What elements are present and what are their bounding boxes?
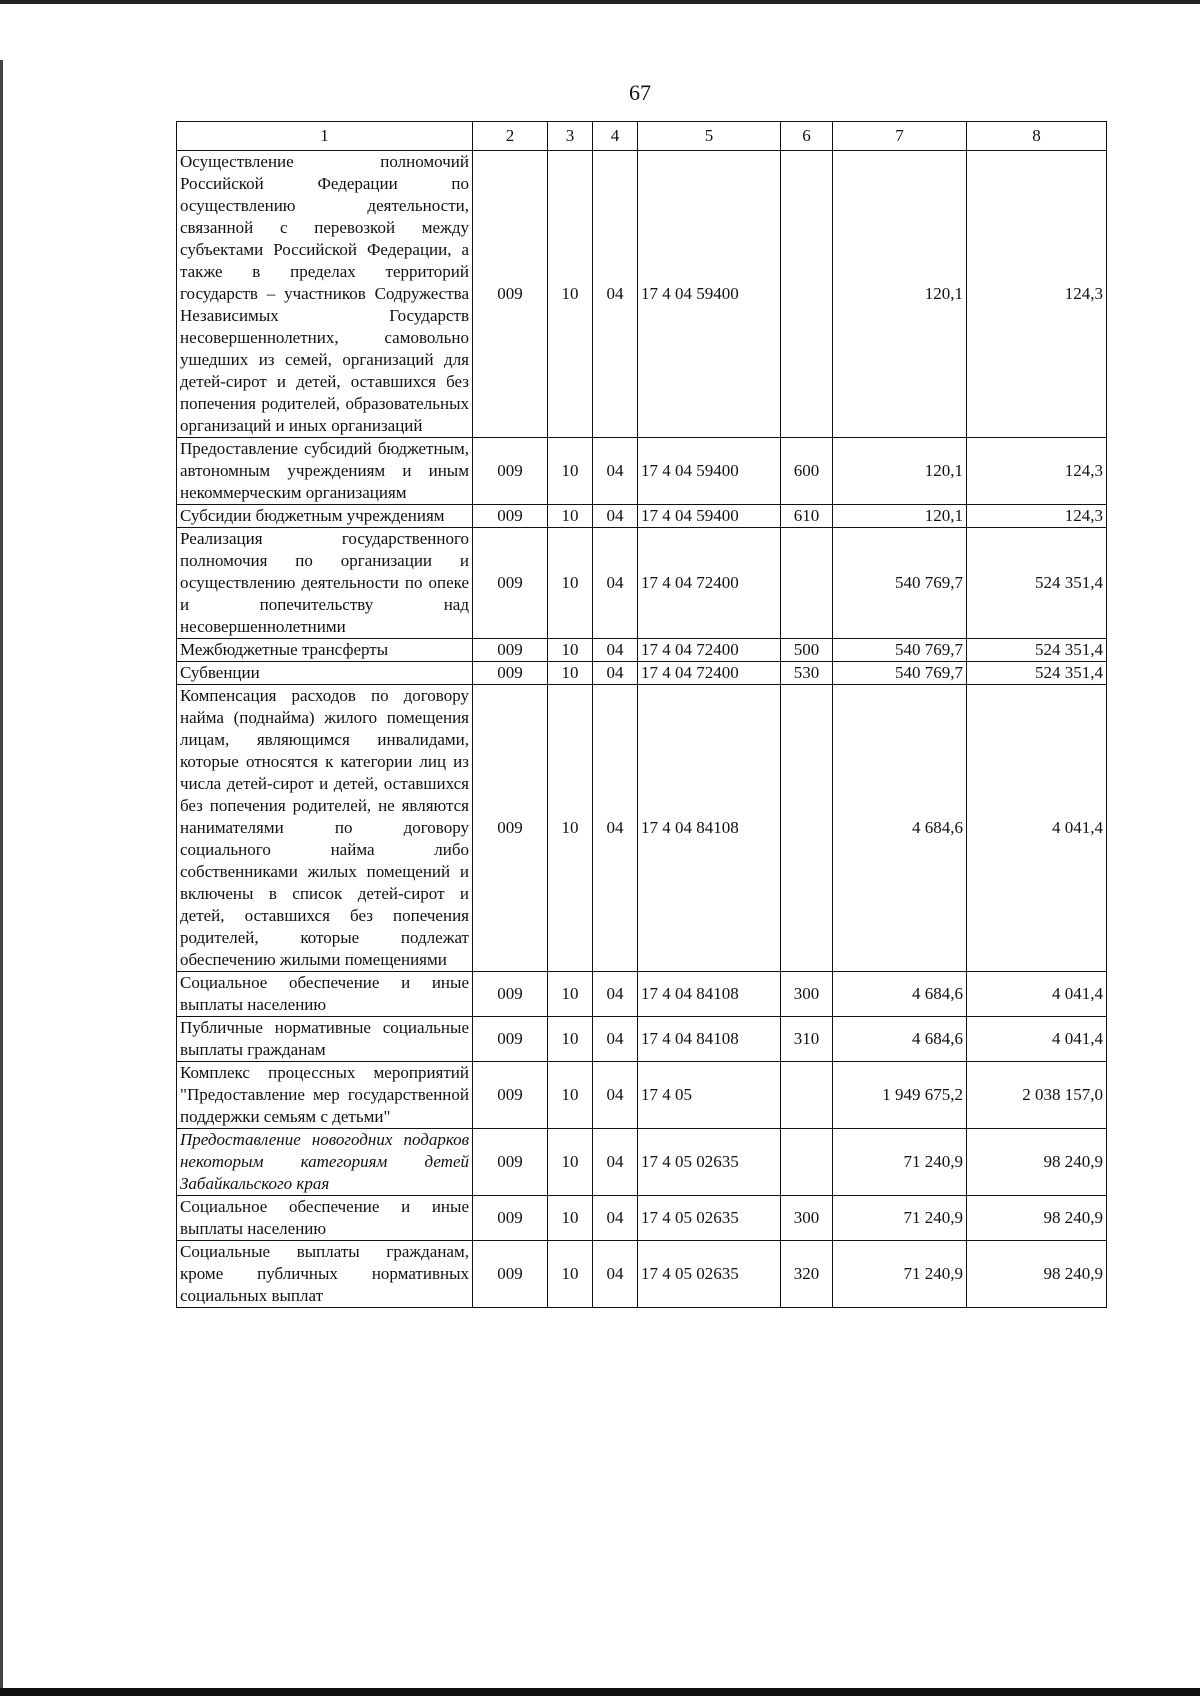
sum-year-1: 4 684,6 <box>833 1017 967 1062</box>
subsection-code: 04 <box>593 1196 638 1241</box>
target-code: 17 4 04 59400 <box>638 438 781 505</box>
table-row <box>177 1017 1107 1062</box>
sum-year-2: 124,3 <box>967 151 1107 438</box>
subsection-code: 04 <box>593 685 638 972</box>
ministry-code: 009 <box>473 662 548 685</box>
row-description: Социальное обеспечение и иные выплаты населению <box>177 1196 473 1241</box>
row-description: Осуществление полномочий Российской Федерации по осуществлению деятельности, связанной с перевозкой между субъектами Российской Федерации, а также в пределах территорий государств – участников Содружества Независимых Государств несовершеннолетних, самовольно ушедших из семей, организаций для детей-сирот и детей, оставшихся без попечения родителей, образовательных организаций и иных организаций <box>177 151 473 438</box>
scan-edge-top <box>0 0 1200 4</box>
table-row <box>177 685 1107 972</box>
row-description: Социальные выплаты гражданам, кроме публичных нормативных социальных выплат <box>177 1241 473 1308</box>
scan-edge-left <box>0 60 3 1690</box>
ministry-code: 009 <box>473 528 548 639</box>
sum-year-2: 2 038 157,0 <box>967 1062 1107 1129</box>
subsection-code: 04 <box>593 151 638 438</box>
subsection-code: 04 <box>593 438 638 505</box>
table-row <box>177 639 1107 662</box>
table-row <box>177 1062 1107 1129</box>
row-description: Предоставление новогодних подарков некоторым категориям детей Забайкальского края <box>177 1129 473 1196</box>
sum-year-2: 98 240,9 <box>967 1129 1107 1196</box>
section-code: 10 <box>548 1241 593 1308</box>
table-row <box>177 662 1107 685</box>
section-code: 10 <box>548 1129 593 1196</box>
column-header: 7 <box>833 122 967 151</box>
expense-type-code <box>781 528 833 639</box>
section-code: 10 <box>548 151 593 438</box>
target-code: 17 4 04 84108 <box>638 1017 781 1062</box>
expense-type-code: 530 <box>781 662 833 685</box>
sum-year-1: 1 949 675,2 <box>833 1062 967 1129</box>
expense-type-code: 500 <box>781 639 833 662</box>
section-code: 10 <box>548 662 593 685</box>
ministry-code: 009 <box>473 1129 548 1196</box>
section-code: 10 <box>548 685 593 972</box>
sum-year-1: 4 684,6 <box>833 972 967 1017</box>
target-code: 17 4 05 02635 <box>638 1196 781 1241</box>
subsection-code: 04 <box>593 505 638 528</box>
sum-year-2: 4 041,4 <box>967 1017 1107 1062</box>
target-code: 17 4 04 84108 <box>638 685 781 972</box>
sum-year-2: 524 351,4 <box>967 662 1107 685</box>
table-row <box>177 151 1107 438</box>
table-row <box>177 528 1107 639</box>
page-number: 67 <box>629 80 651 105</box>
sum-year-1: 120,1 <box>833 151 967 438</box>
expense-type-code: 320 <box>781 1241 833 1308</box>
column-header: 8 <box>967 122 1107 151</box>
sum-year-1: 71 240,9 <box>833 1196 967 1241</box>
sum-year-1: 4 684,6 <box>833 685 967 972</box>
sum-year-1: 120,1 <box>833 438 967 505</box>
row-description: Субвенции <box>177 662 473 685</box>
ministry-code: 009 <box>473 1017 548 1062</box>
sum-year-2: 524 351,4 <box>967 639 1107 662</box>
table-row <box>177 972 1107 1017</box>
ministry-code: 009 <box>473 505 548 528</box>
target-code: 17 4 04 59400 <box>638 151 781 438</box>
ministry-code: 009 <box>473 1196 548 1241</box>
row-description: Публичные нормативные социальные выплаты гражданам <box>177 1017 473 1062</box>
row-description: Субсидии бюджетным учреждениям <box>177 505 473 528</box>
expense-type-code: 300 <box>781 1196 833 1241</box>
sum-year-2: 98 240,9 <box>967 1241 1107 1308</box>
sum-year-1: 71 240,9 <box>833 1241 967 1308</box>
ministry-code: 009 <box>473 438 548 505</box>
subsection-code: 04 <box>593 528 638 639</box>
target-code: 17 4 04 72400 <box>638 662 781 685</box>
subsection-code: 04 <box>593 1017 638 1062</box>
subsection-code: 04 <box>593 972 638 1017</box>
target-code: 17 4 04 84108 <box>638 972 781 1017</box>
section-code: 10 <box>548 528 593 639</box>
table-row <box>177 1241 1107 1308</box>
row-description: Реализация государственного полномочия по организации и осуществлению деятельности по опеке и попечительству над несовершеннолетними <box>177 528 473 639</box>
section-code: 10 <box>548 505 593 528</box>
target-code: 17 4 05 02635 <box>638 1129 781 1196</box>
sum-year-2: 124,3 <box>967 505 1107 528</box>
sum-year-1: 540 769,7 <box>833 662 967 685</box>
subsection-code: 04 <box>593 1241 638 1308</box>
expense-type-code <box>781 685 833 972</box>
ministry-code: 009 <box>473 639 548 662</box>
expense-type-code <box>781 1062 833 1129</box>
section-code: 10 <box>548 1017 593 1062</box>
row-description: Межбюджетные трансферты <box>177 639 473 662</box>
table-row <box>177 1196 1107 1241</box>
sum-year-2: 4 041,4 <box>967 972 1107 1017</box>
sum-year-2: 98 240,9 <box>967 1196 1107 1241</box>
column-header: 6 <box>781 122 833 151</box>
table-row <box>177 438 1107 505</box>
section-code: 10 <box>548 1196 593 1241</box>
expense-type-code: 310 <box>781 1017 833 1062</box>
target-code: 17 4 04 59400 <box>638 505 781 528</box>
header-row <box>177 122 1107 151</box>
sum-year-2: 124,3 <box>967 438 1107 505</box>
expense-type-code <box>781 1129 833 1196</box>
row-description: Социальное обеспечение и иные выплаты населению <box>177 972 473 1017</box>
expense-type-code: 600 <box>781 438 833 505</box>
scan-edge-bottom <box>0 1688 1200 1696</box>
subsection-code: 04 <box>593 662 638 685</box>
ministry-code: 009 <box>473 1062 548 1129</box>
expense-type-code <box>781 151 833 438</box>
section-code: 10 <box>548 639 593 662</box>
section-code: 10 <box>548 438 593 505</box>
column-header: 2 <box>473 122 548 151</box>
column-header: 3 <box>548 122 593 151</box>
column-header: 4 <box>593 122 638 151</box>
sum-year-2: 4 041,4 <box>967 685 1107 972</box>
expense-type-code: 300 <box>781 972 833 1017</box>
sum-year-1: 120,1 <box>833 505 967 528</box>
target-code: 17 4 04 72400 <box>638 639 781 662</box>
ministry-code: 009 <box>473 1241 548 1308</box>
target-code: 17 4 04 72400 <box>638 528 781 639</box>
sum-year-1: 71 240,9 <box>833 1129 967 1196</box>
row-description: Комплекс процессных мероприятий "Предоставление мер государственной поддержки семьям с детьми" <box>177 1062 473 1129</box>
ministry-code: 009 <box>473 972 548 1017</box>
target-code: 17 4 05 <box>638 1062 781 1129</box>
subsection-code: 04 <box>593 1062 638 1129</box>
subsection-code: 04 <box>593 1129 638 1196</box>
section-code: 10 <box>548 1062 593 1129</box>
section-code: 10 <box>548 972 593 1017</box>
column-header: 1 <box>177 122 473 151</box>
expense-type-code: 610 <box>781 505 833 528</box>
sum-year-1: 540 769,7 <box>833 639 967 662</box>
target-code: 17 4 05 02635 <box>638 1241 781 1308</box>
sum-year-1: 540 769,7 <box>833 528 967 639</box>
ministry-code: 009 <box>473 685 548 972</box>
row-description: Компенсация расходов по договору найма (поднайма) жилого помещения лицам, являющимся инвалидами, которые относятся к категории лиц из числа детей-сирот и детей, оставшихся без попечения родителей, не являются нанимателями по договору социального найма либо собственниками жилых помещений и включены в список детей-сирот и детей, оставшихся без попечения родителей, которые подлежат обеспечению жилыми помещениями <box>177 685 473 972</box>
table-row <box>177 505 1107 528</box>
budget-table <box>176 121 1107 1308</box>
ministry-code: 009 <box>473 151 548 438</box>
table-row <box>177 1129 1107 1196</box>
column-header: 5 <box>638 122 781 151</box>
row-description: Предоставление субсидий бюджетным, автономным учреждениям и иным некоммерческим организациям <box>177 438 473 505</box>
sum-year-2: 524 351,4 <box>967 528 1107 639</box>
subsection-code: 04 <box>593 639 638 662</box>
